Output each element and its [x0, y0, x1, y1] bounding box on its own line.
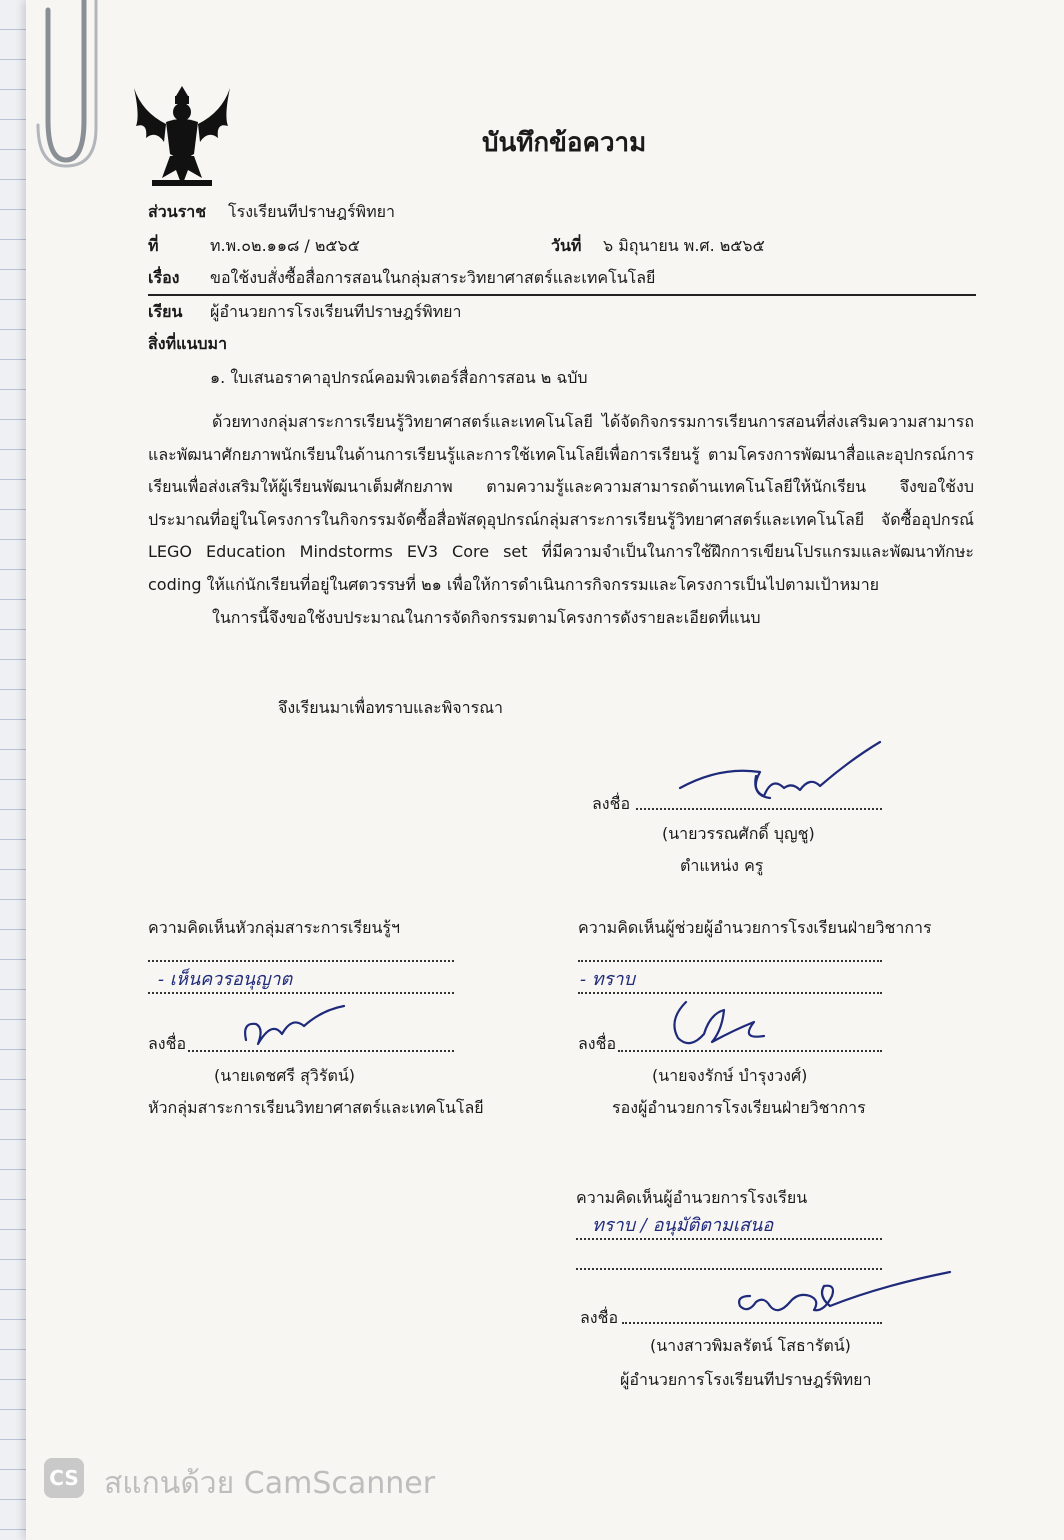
director-comment: ทราบ / อนุมัติตามเสนอ [592, 1215, 774, 1236]
head-group-signature [234, 1000, 354, 1060]
director-line-1 [576, 1238, 882, 1240]
camscanner-logo: CS [44, 1458, 84, 1498]
date-value: ๖ มิถุนายน พ.ศ. ๒๕๖๕ [603, 236, 765, 255]
paper-clip-icon [36, 0, 106, 170]
director-signature [720, 1266, 960, 1332]
head-group-heading: ความคิดเห็นหัวกลุ่มสาระการเรียนรู้ฯ [148, 918, 400, 937]
sender-position: ตำแหน่ง ครู [680, 856, 764, 875]
body-text [148, 406, 974, 634]
head-group-comment: - เห็นควรอนุญาต [158, 969, 293, 990]
header-rule [148, 294, 976, 296]
head-group-position: หัวกลุ่มสาระการเรียนวิทยาศาสตร์และเทคโนโลยี [148, 1098, 484, 1117]
camscanner-watermark: สแกนด้วย CamScanner [104, 1466, 436, 1501]
dept-value: โรงเรียนทีปราษฎร์พิทยา [228, 202, 395, 221]
director-position: ผู้อำนวยการโรงเรียนทีปราษฎร์พิทยา [620, 1370, 872, 1389]
attachment-label: สิ่งที่แนบมา [148, 334, 228, 353]
subject-value: ขอใช้งบสั่งซื้อสื่อการสอนในกลุ่มสาระวิทยาศาสตร์และเทคโนโลยี [210, 268, 656, 287]
ref-label: ที่ [148, 236, 159, 255]
head-group-sign-label: ลงชื่อ [148, 1034, 187, 1053]
attachment-item: ๑. ใบเสนอราคาอุปกรณ์คอมพิวเตอร์สื่อการสอน ๒ ฉบับ [210, 368, 588, 387]
ref-value: ท.พ.๐๒.๑๑๘ / ๒๕๖๕ [210, 236, 360, 255]
date-label: วันที่ [551, 236, 582, 255]
closing-line: จึงเรียนมาเพื่อทราบและพิจารณา [278, 698, 504, 717]
deputy-sign-label: ลงชื่อ [578, 1034, 617, 1053]
deputy-signature [664, 990, 784, 1060]
director-name: (นางสาวพิมลรัตน์ โสธารัตน์) [650, 1336, 851, 1355]
dept-label: ส่วนราช [148, 202, 207, 221]
deputy-line-1 [578, 960, 882, 962]
director-heading: ความคิดเห็นผู้อำนวยการโรงเรียน [576, 1188, 808, 1207]
deputy-position: รองผู้อำนวยการโรงเรียนฝ่ายวิชาการ [612, 1098, 866, 1117]
head-group-name: (นายเดชศรี สุวิรัตน์) [214, 1066, 356, 1085]
sender-sign-label: ลงชื่อ [592, 794, 631, 813]
memo-title: บันทึกข้อความ [482, 128, 647, 158]
deputy-name: (นายจงรักษ์ บำรุงวงศ์) [652, 1066, 808, 1085]
head-group-line-1 [148, 960, 454, 962]
head-group-line-2 [148, 992, 454, 994]
garuda-emblem-icon [132, 82, 232, 192]
body-paragraph-2: ในการนี้จึงขอใช้งบประมาณในการจัดกิจกรรมตามโครงการดังรายละเอียดที่แนบ [212, 607, 761, 627]
subject-label: เรื่อง [148, 268, 180, 287]
sender-signature [660, 736, 890, 816]
to-label: เรียน [148, 302, 183, 321]
body-paragraph-1: ด้วยทางกลุ่มสาระการเรียนรู้วิทยาศาสตร์และเทคโนโลยี ได้จัดกิจกรรมการเรียนการสอนที่ส่งเสริมความสามารถและพัฒนาศักยภาพนักเรียนในด้านการเรียนรู้และการใช้เทคโนโลยีเพื่อการเรียนรู้ ตามโครงการพัฒนาสื่อและอุปกรณ์การเรียนเพื่อส่งเสริมให้ผู้เรียนพัฒนาเต็มศักยภาพ ตามความรู้และความสามารถด้านเทคโนโลยีให้นักเรียน จึงขอใช้งบประมาณที่อยู่ในโครงการในกิจกรรมจัดซื้อสื่อพัสดุอุปกรณ์กลุ่มสาระการเรียนรู้วิทยาศาสตร์และเทคโนโลยี จัดซื้ออุปกรณ์ LEGO Education Mindstorms EV3 Core set ที่มีความจำเป็นในการใช้ฝึกการเขียนโปรแกรมและพัฒนาทักษะ coding ให้แก่นักเรียนที่อยู่ในศตวรรษที่ ๒๑ เพื่อให้การดำเนินการกิจกรรมและโครงการเป็นไปตามเป้าหมาย [148, 412, 974, 594]
deputy-heading: ความคิดเห็นผู้ช่วยผู้อำนวยการโรงเรียนฝ่ายวิชาการ [578, 918, 932, 937]
to-value: ผู้อำนวยการโรงเรียนทีปราษฎร์พิทยา [210, 302, 462, 321]
director-sign-label: ลงชื่อ [580, 1308, 619, 1327]
deputy-comment: - ทราบ [580, 969, 635, 990]
sender-name: (นายวรรณศักดิ์ บุญชู) [662, 824, 815, 843]
notebook-edge [0, 0, 26, 1540]
